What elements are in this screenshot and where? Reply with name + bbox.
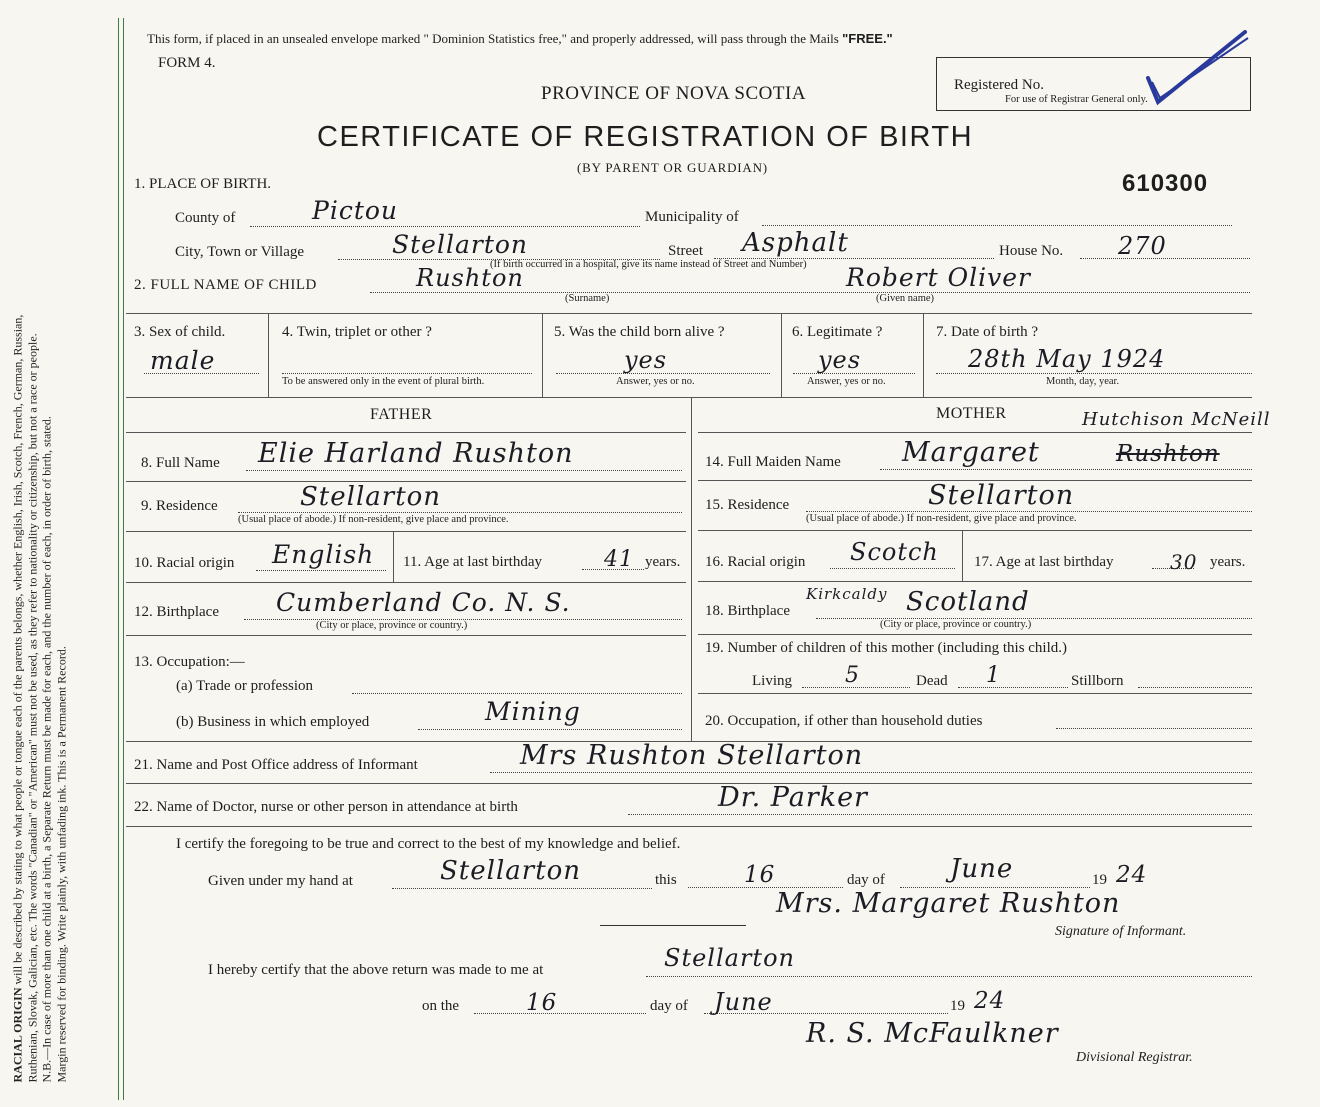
mother-name-value: Margaret — [902, 437, 1040, 468]
registrar-year-prefix: 19 — [950, 998, 965, 1014]
date-of-birth-value: 28th May 1924 — [968, 345, 1166, 373]
mother-birthplace-insert: Kirkcaldy — [806, 585, 888, 603]
born-alive-note: Answer, yes or no. — [616, 376, 695, 387]
mother-years: years. — [1210, 554, 1246, 570]
house-label: House No. — [999, 243, 1064, 259]
mother-age-label: 17. Age at last birthday — [974, 554, 1114, 570]
living-label: Living — [752, 673, 792, 689]
certification-statement: I certify the foregoing to be true and correct to the best of my knowledge and belief. — [176, 836, 681, 852]
registrar-statement: I hereby certify that the above return was made to me at — [208, 962, 544, 978]
mother-heading: MOTHER — [936, 405, 1007, 422]
mother-name-inserted: Hutchison McNeill — [1082, 409, 1271, 430]
check-mark-icon — [1130, 20, 1280, 115]
business-value: Mining — [485, 697, 581, 726]
father-birthplace-label: 12. Birthplace — [134, 604, 219, 620]
house-value: 270 — [1118, 232, 1167, 260]
father-residence-caption: (Usual place of abode.) If non-resident, give place and province. — [238, 514, 509, 525]
mother-residence-caption: (Usual place of abode.) If non-resident, give place and province. — [806, 513, 1077, 524]
father-race-label: 10. Racial origin — [134, 555, 235, 571]
onthe-label: on the — [422, 998, 460, 1014]
rule-row-bottom — [126, 397, 1252, 398]
informant-signature-caption: Signature of Informant. — [1055, 924, 1187, 939]
registrar-dayof-label: day of — [650, 998, 688, 1014]
margin-notes — [11, 28, 93, 1083]
child-surname: Rushton — [416, 264, 524, 292]
mother-birthplace-caption: (City or place, province or country.) — [880, 619, 1032, 630]
street-value: Asphalt — [742, 228, 849, 258]
informant-label: 21. Name and Post Office address of Informant — [134, 757, 418, 773]
mother-race-label: 16. Racial origin — [705, 554, 806, 570]
dead-label: Dead — [916, 673, 948, 689]
page-subtitle: (BY PARENT OR GUARDIAN) — [577, 160, 768, 175]
trade-label: (a) Trade or profession — [176, 678, 314, 694]
hospital-note: (If birth occurred in a hospital, give its name instead of Street and Number) — [490, 259, 807, 270]
form-number: FORM 4. — [158, 55, 216, 71]
municipality-line — [762, 225, 1232, 226]
father-age-value: 41 — [604, 547, 634, 572]
given-day-value: 16 — [744, 862, 776, 888]
page-title: CERTIFICATE OF REGISTRATION OF BIRTH — [317, 121, 974, 153]
county-value: Pictou — [312, 196, 399, 225]
father-race-value: English — [272, 540, 375, 569]
mother-name-label: 14. Full Maiden Name — [705, 454, 841, 470]
municipality-label: Municipality of — [645, 209, 739, 225]
given-name-caption: (Given name) — [876, 293, 935, 304]
city-label: City, Town or Village — [175, 244, 305, 260]
registrar-signature: R. S. McFaulkner — [806, 1018, 1059, 1049]
stillborn-label: Stillborn — [1071, 673, 1124, 689]
child-name-label: 2. FULL NAME OF CHILD — [134, 277, 317, 293]
child-given-name: Robert Oliver — [846, 263, 1031, 292]
born-alive-value: yes — [624, 346, 668, 374]
legitimate-note: Answer, yes or no. — [807, 376, 886, 387]
mother-name-struck: Rushton — [1116, 441, 1220, 467]
mother-race-value: Scotch — [850, 538, 939, 566]
mother-residence-value: Stellarton — [928, 480, 1075, 511]
county-line — [250, 226, 640, 227]
occupation-label: 13. Occupation:— — [134, 654, 245, 670]
twin-note: To be answered only in the event of plural birth. — [282, 376, 485, 387]
separator-rule — [600, 925, 746, 926]
registrar-day-value: 16 — [526, 990, 558, 1016]
province-title: PROVINCE OF NOVA SCOTIA — [541, 83, 807, 104]
father-name-label: 8. Full Name — [141, 455, 220, 471]
mother-birthplace-value: Scotland — [906, 587, 1030, 617]
surname-caption: (Surname) — [565, 293, 610, 304]
father-birthplace-caption: (City or place, province or country.) — [316, 620, 468, 631]
margin-note-racial-origin-cont: Ruthenian, Slovak, Galician, etc. The words "Canadian" or "American" must not be used, as they refer to nationality or citizenship, but not a race or people. — [25, 333, 39, 1083]
sex-value: male — [150, 346, 216, 375]
legitimate-value: yes — [818, 346, 862, 374]
dead-value: 1 — [986, 663, 1001, 688]
given-under-label: Given under my hand at — [208, 873, 353, 889]
date-of-birth-caption: Month, day, year. — [1046, 376, 1120, 387]
mother-birthplace-label: 18. Birthplace — [705, 603, 790, 619]
doctor-value: Dr. Parker — [718, 782, 868, 813]
given-month-value: June — [950, 854, 1014, 884]
informant-value: Mrs Rushton Stellarton — [520, 740, 864, 771]
registrar-month-value: June — [714, 988, 773, 1016]
father-birthplace-value: Cumberland Co. N. S. — [276, 588, 571, 617]
registered-label: Registered No. — [954, 77, 1044, 93]
given-year-suffix: 24 — [1116, 862, 1148, 888]
county-label: County of — [175, 210, 236, 226]
registrar-caption: Divisional Registrar. — [1076, 1050, 1193, 1065]
father-heading: FATHER — [370, 406, 433, 423]
child-name-line — [370, 292, 1250, 293]
binding-margin-rule — [118, 18, 119, 1100]
living-value: 5 — [845, 663, 860, 688]
mailing-note: This form, if placed in an unsealed envelope marked " Dominion Statistics free," and properly addressed, will pass through the Mails "FREE." — [147, 31, 893, 46]
this-label: this — [655, 872, 677, 888]
father-years: years. — [645, 554, 681, 570]
given-year-prefix: 19 — [1092, 872, 1107, 888]
registrar-only-note: For use of Registrar General only. — [1005, 94, 1148, 105]
registrar-place-value: Stellarton — [664, 944, 795, 972]
certificate-number: 610300 — [1122, 170, 1209, 197]
father-residence-value: Stellarton — [300, 482, 442, 512]
column-divider — [691, 397, 692, 741]
binding-margin-rule-inner — [123, 18, 124, 1100]
mother-age-value: 30 — [1170, 550, 1198, 574]
twin-label: 4. Twin, triplet or other ? — [282, 324, 432, 340]
dayof-label: day of — [847, 872, 885, 888]
given-place-value: Stellarton — [440, 856, 582, 886]
doctor-label: 22. Name of Doctor, nurse or other person in attendance at birth — [134, 799, 518, 815]
date-of-birth-label: 7. Date of birth ? — [936, 324, 1039, 340]
born-alive-label: 5. Was the child born alive ? — [554, 324, 725, 340]
street-label: Street — [668, 243, 703, 259]
father-name-value: Elie Harland Rushton — [258, 438, 574, 469]
place-of-birth-label: 1. PLACE OF BIRTH. — [134, 176, 272, 192]
margin-note-binding: Margin reserved for binding. Write plainly, with unfading ink. This is a Permanent Record. — [54, 646, 68, 1083]
father-residence-label: 9. Residence — [141, 498, 218, 514]
mother-occupation-label: 20. Occupation, if other than household duties — [705, 713, 983, 729]
city-value: Stellarton — [392, 230, 529, 259]
children-count-label: 19. Number of children of this mother (including this child.) — [705, 640, 1068, 656]
sex-label: 3. Sex of child. — [134, 324, 226, 340]
business-label: (b) Business in which employed — [176, 714, 370, 730]
margin-note-multiple-births: N.B.—In case of more than one child at a birth, a Separate Return must be made for each, and the number of each, in order of birth, stated. — [39, 416, 54, 1083]
father-age-label: 11. Age at last birthday — [403, 554, 542, 570]
mother-residence-label: 15. Residence — [705, 497, 790, 513]
legitimate-label: 6. Legitimate ? — [792, 324, 883, 340]
informant-signature: Mrs. Margaret Rushton — [776, 888, 1121, 919]
rule-top-row — [126, 313, 1252, 314]
registrar-year-suffix: 24 — [974, 988, 1006, 1014]
margin-note-racial-origin: RACIAL ORIGIN will be described by stating to what people or tongue each of the parents belongs, whether English, Irish, Scotch, French, German, Russian, — [10, 314, 25, 1083]
